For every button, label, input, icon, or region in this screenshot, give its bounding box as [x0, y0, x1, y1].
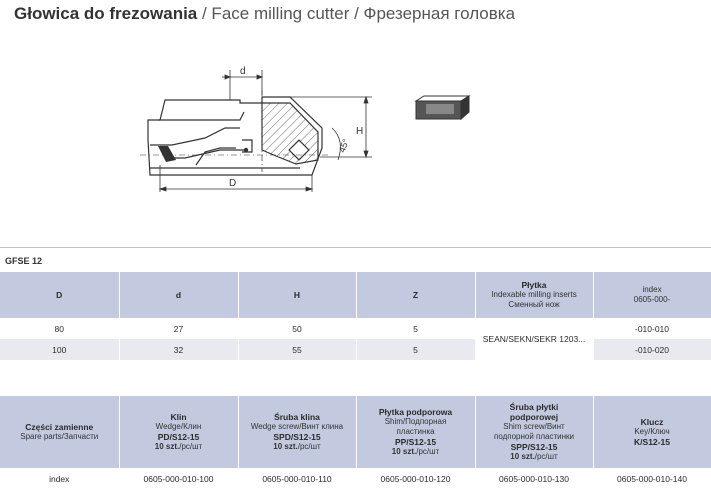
- shim-screw-ru: подпорной пластинки: [493, 432, 575, 441]
- label-angle: 45°: [336, 137, 351, 154]
- index-wedge-screw: 0605-000-010-110: [238, 468, 356, 490]
- label-d: d: [240, 66, 246, 77]
- spare-parts-table: [0, 396, 711, 490]
- cutter-drawing: [0, 0, 711, 247]
- header-insert-pl: Płytka: [521, 280, 547, 290]
- cell-d: 27: [119, 318, 238, 339]
- table2-index-row: [0, 468, 711, 490]
- header-key: [593, 396, 711, 468]
- header-D: D: [0, 272, 119, 318]
- shim-screw-pl-1: Śruba płytki: [509, 402, 559, 412]
- wedge-screw-qty-unit: /pc/шт: [297, 442, 321, 451]
- shim-screw-en: Shim screw/Винт: [503, 422, 565, 431]
- cell-D: 100: [0, 339, 119, 360]
- section-label: GFSE 12: [5, 256, 43, 266]
- wedge-screw-pl: Śruba klina: [274, 412, 320, 422]
- index-shim: 0605-000-010-120: [356, 468, 475, 490]
- shim-ru: пластинка: [396, 427, 435, 436]
- shim-screw-code: SPP/S12-15: [510, 442, 558, 452]
- wedge-screw-code: SPD/S12-15: [273, 432, 321, 442]
- table-row: [0, 339, 711, 360]
- dimensions-table: [0, 272, 711, 360]
- key-pl: Klucz: [640, 417, 664, 427]
- header-insert: [475, 272, 593, 318]
- header-index: [593, 272, 711, 318]
- title-translations: / Face milling cutter / Фрезерная головка: [197, 4, 516, 23]
- cell-index: -010-010: [593, 318, 711, 339]
- section-divider: [0, 247, 711, 248]
- header-spare-parts: [0, 396, 119, 468]
- wedge-screw-en: Wedge screw/Винт клина: [250, 422, 344, 431]
- index-label: index: [0, 468, 119, 490]
- wedge-code: PD/S12-15: [157, 432, 200, 442]
- cell-Z: 5: [356, 318, 475, 339]
- table2-header-row: [0, 396, 711, 468]
- shim-code: PP/S12-15: [394, 437, 437, 447]
- header-insert-ru: Сменный нож: [508, 300, 560, 309]
- insert-icon: [416, 96, 469, 119]
- shim-qty-unit: /pc/шт: [416, 447, 440, 456]
- header-Z: Z: [356, 272, 475, 318]
- cell-d: 32: [119, 339, 238, 360]
- shim-screw-qty-unit: /pc/шт: [534, 452, 558, 461]
- spare-parts-en: Spare parts/Запчасти: [20, 432, 99, 441]
- index-key: 0605-000-010-140: [593, 468, 711, 490]
- title-polish: Głowica do frezowania: [14, 4, 198, 23]
- table-row: [0, 318, 711, 339]
- index-wedge: 0605-000-010-100: [119, 468, 238, 490]
- header-wedge-screw: [238, 396, 356, 468]
- header-index-1: index: [642, 285, 662, 294]
- header-index-2: 0605-000-: [633, 295, 671, 304]
- label-H: H: [356, 126, 364, 137]
- header-H: H: [238, 272, 356, 318]
- shim-screw-qty: 10 szt.: [510, 452, 535, 461]
- wedge-qty-unit: /pc/шт: [179, 442, 203, 451]
- shim-screw-pl-2: podporowej: [509, 412, 559, 422]
- label-D: D: [229, 178, 237, 189]
- cell-D: 80: [0, 318, 119, 339]
- wedge-screw-qty: 10 szt.: [273, 442, 298, 451]
- key-code: K/S12-15: [634, 437, 670, 447]
- shim-en: Shim/Подпорная: [384, 417, 447, 426]
- table1-header-row: [0, 272, 711, 318]
- cell-Z: 5: [356, 339, 475, 360]
- header-shim-screw: [475, 396, 593, 468]
- shim-pl: Płytka podporowa: [378, 407, 453, 417]
- key-en: Key/Ключ: [634, 427, 670, 436]
- shim-qty: 10 szt.: [391, 447, 417, 456]
- header-insert-en: Indexable milling inserts: [491, 290, 577, 299]
- cell-index: -010-020: [593, 339, 711, 360]
- cell-H: 50: [238, 318, 356, 339]
- wedge-en: Wedge/Клин: [155, 422, 202, 431]
- index-shim-screw: 0605-000-010-130: [475, 468, 593, 490]
- wedge-qty: 10 szt.: [154, 442, 180, 451]
- header-shim: [356, 396, 475, 468]
- header-d: d: [119, 272, 238, 318]
- spare-parts-pl: Części zamienne: [25, 422, 94, 432]
- wedge-pl: Klin: [170, 412, 187, 422]
- cell-insert: SEAN/SEKN/SEKR 1203...: [475, 318, 593, 360]
- header-wedge: [119, 396, 238, 468]
- cell-H: 55: [238, 339, 356, 360]
